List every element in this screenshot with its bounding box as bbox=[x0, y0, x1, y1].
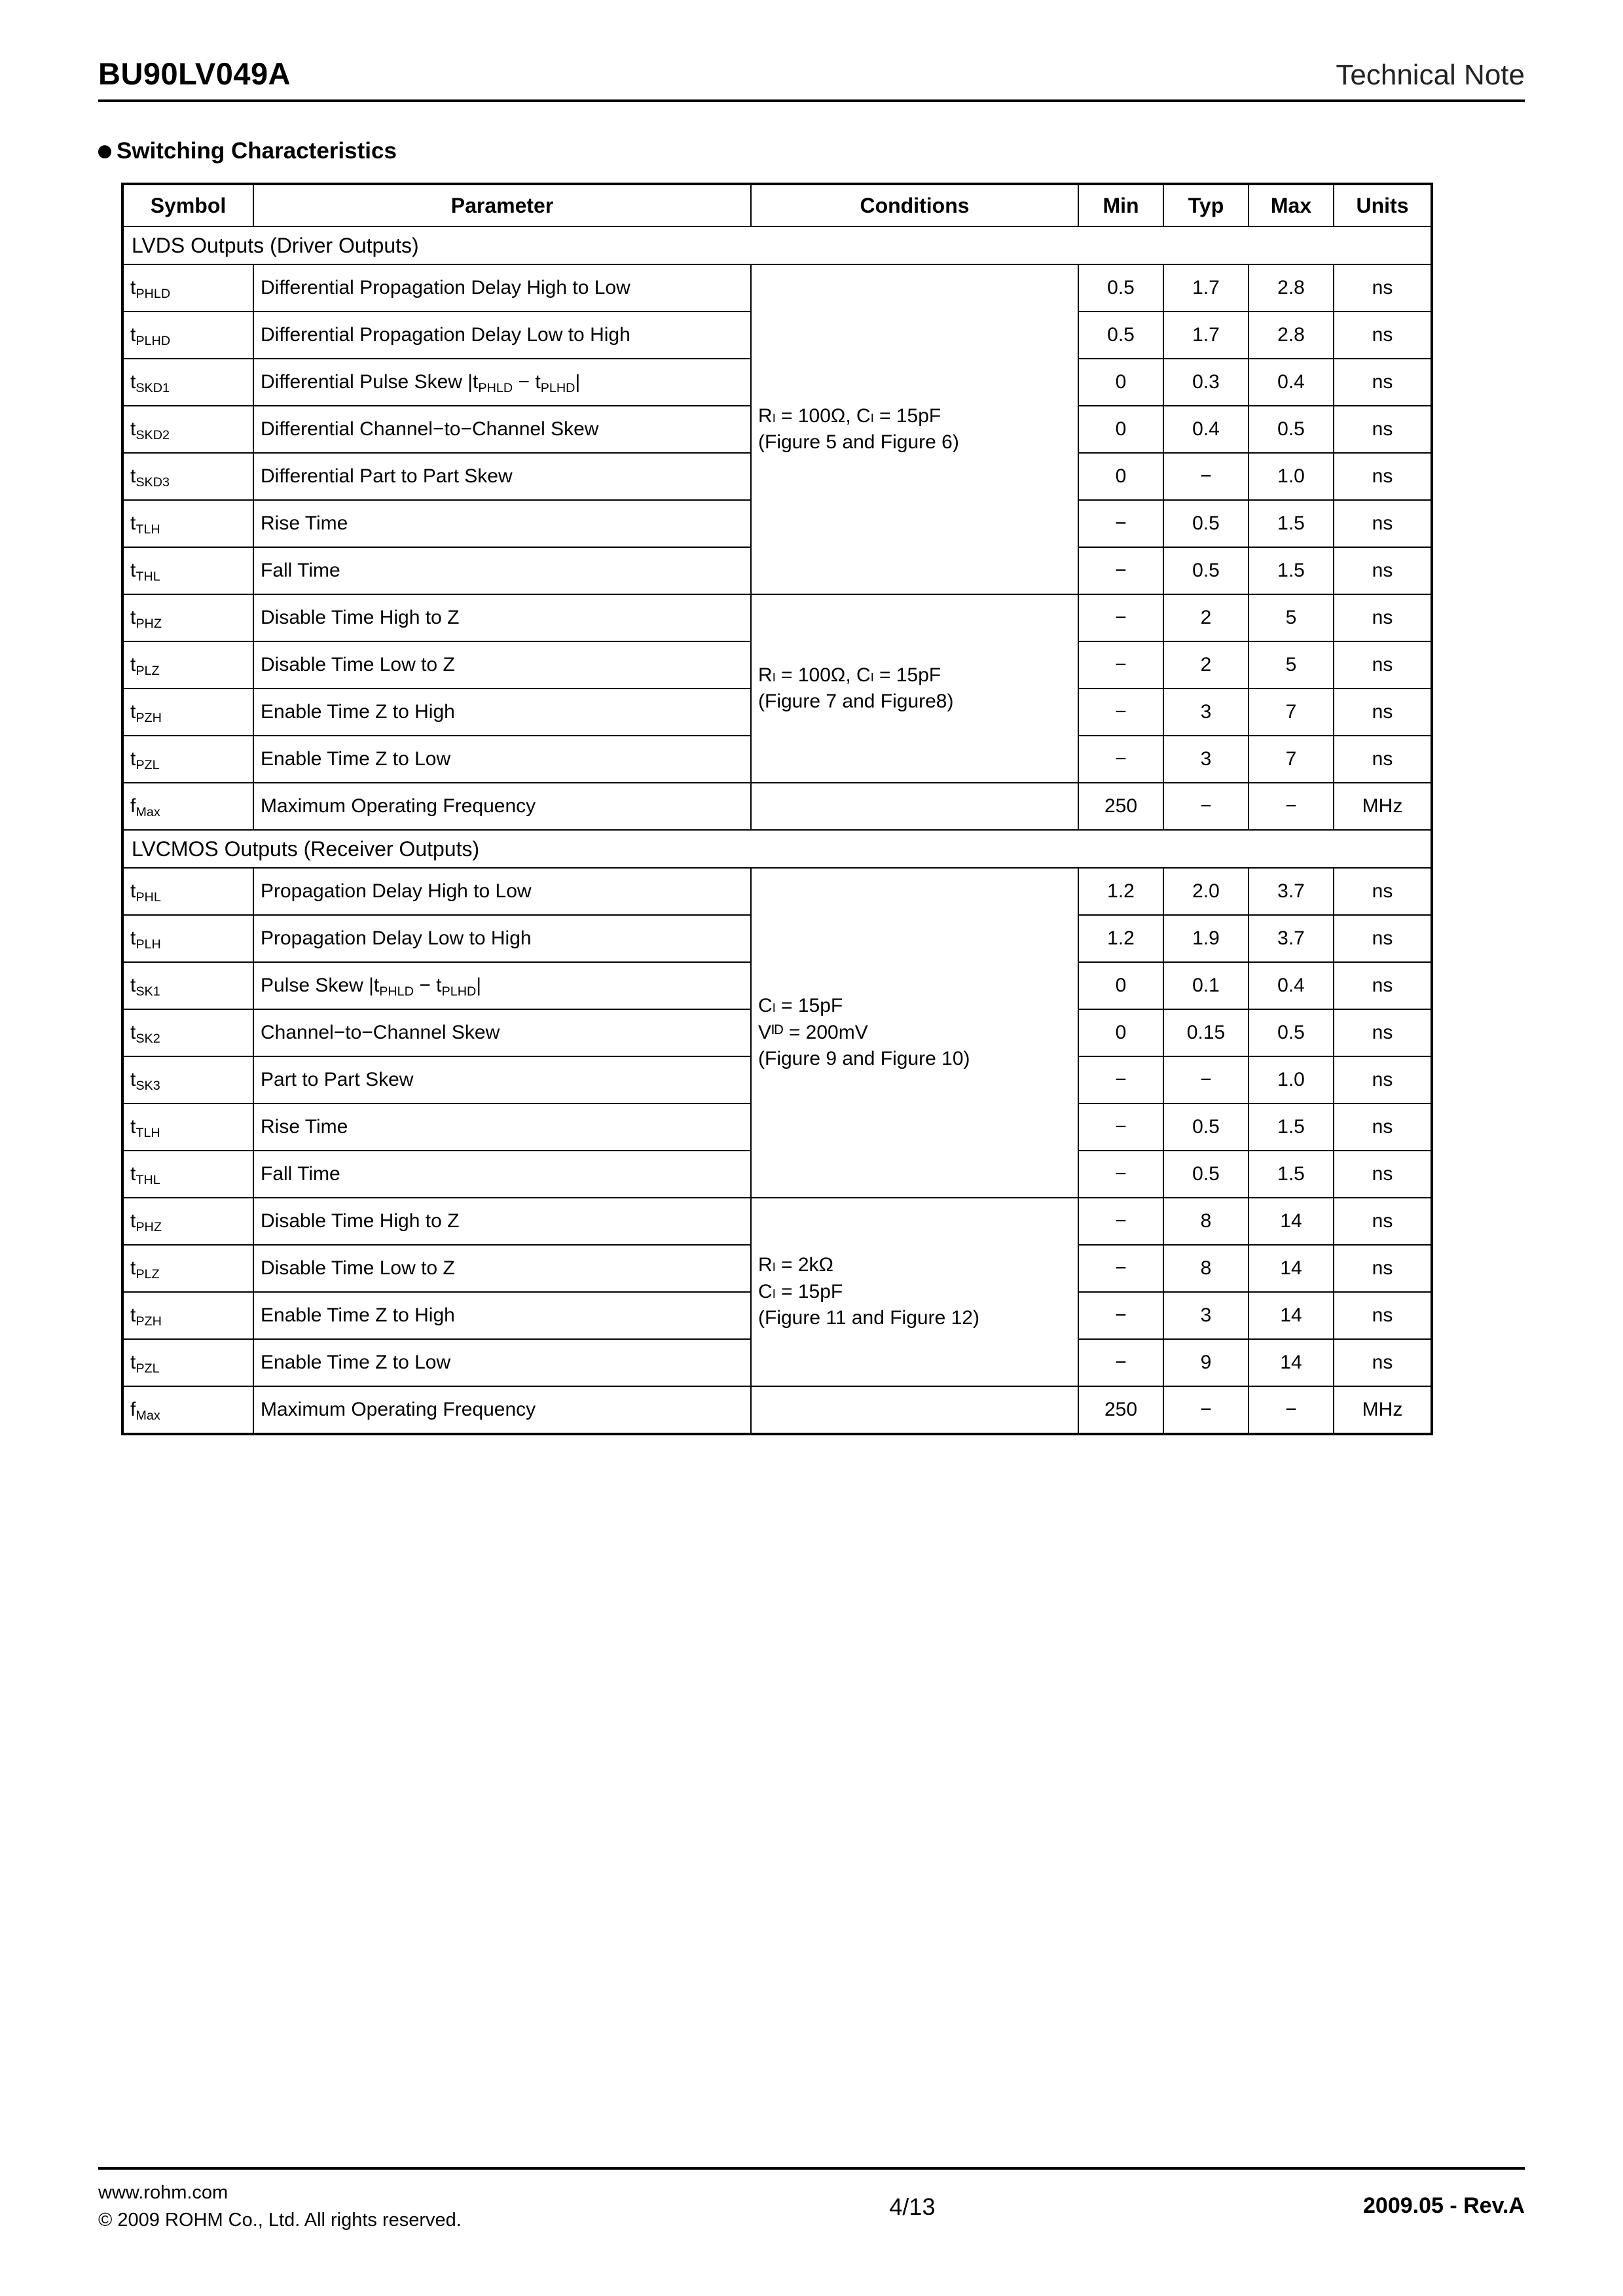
cell-parameter: Channel−to−Channel Skew bbox=[253, 1009, 751, 1056]
cell-max: 1.5 bbox=[1249, 1151, 1334, 1198]
page-footer bbox=[98, 2167, 1525, 2234]
document-type-label: Technical Note bbox=[1336, 59, 1525, 91]
cell-max: 1.5 bbox=[1249, 547, 1334, 594]
switching-characteristics-table bbox=[121, 183, 1433, 1435]
cell-max: − bbox=[1249, 783, 1334, 830]
section-heading-label: Switching Characteristics bbox=[117, 138, 397, 164]
cell-units: ns bbox=[1334, 1245, 1432, 1292]
cell-min: − bbox=[1078, 736, 1163, 783]
cell-symbol: $t_{THL}$ bbox=[122, 547, 253, 594]
cell-typ: 8 bbox=[1163, 1198, 1249, 1245]
cell-max: 5 bbox=[1249, 594, 1334, 641]
cell-parameter: Differential Propagation Delay Low to High bbox=[253, 312, 751, 359]
cell-symbol: $t_{PHLD}$ bbox=[122, 264, 253, 312]
cell-symbol: $t_{PLZ}$ bbox=[122, 641, 253, 689]
cell-min: 250 bbox=[1078, 783, 1163, 830]
cell-parameter: Enable Time Z to High bbox=[253, 689, 751, 736]
page-header bbox=[98, 0, 1525, 102]
cell-symbol: $t_{SKD2}$ bbox=[122, 406, 253, 453]
cell-min: 0 bbox=[1078, 359, 1163, 406]
table-group-row bbox=[122, 830, 1432, 868]
cell-typ: − bbox=[1163, 453, 1249, 500]
cell-max: 14 bbox=[1249, 1292, 1334, 1339]
cell-symbol: $t_{PLH}$ bbox=[122, 915, 253, 962]
cell-min: 1.2 bbox=[1078, 868, 1163, 915]
cell-max: 3.7 bbox=[1249, 868, 1334, 915]
cell-symbol: $t_{SK2}$ bbox=[122, 1009, 253, 1056]
cell-parameter: Enable Time Z to High bbox=[253, 1292, 751, 1339]
cell-symbol: $t_{THL}$ bbox=[122, 1151, 253, 1198]
cell-units: ns bbox=[1334, 594, 1432, 641]
cell-min: 0.5 bbox=[1078, 312, 1163, 359]
cell-typ: 1.9 bbox=[1163, 915, 1249, 962]
cell-units: ns bbox=[1334, 1292, 1432, 1339]
cell-typ: 0.15 bbox=[1163, 1009, 1249, 1056]
cell-parameter: Fall Time bbox=[253, 1151, 751, 1198]
cell-max: 14 bbox=[1249, 1198, 1334, 1245]
cell-max: 1.5 bbox=[1249, 500, 1334, 547]
cell-symbol: $t_{SK1}$ bbox=[122, 962, 253, 1009]
cell-units: ns bbox=[1334, 962, 1432, 1009]
cell-units: ns bbox=[1334, 547, 1432, 594]
cell-parameter: Differential Part to Part Skew bbox=[253, 453, 751, 500]
cell-symbol: $t_{SKD3}$ bbox=[122, 453, 253, 500]
cell-min: − bbox=[1078, 1103, 1163, 1151]
cell-units: ns bbox=[1334, 264, 1432, 312]
column-header-parameter: Parameter bbox=[253, 184, 751, 226]
cell-min: − bbox=[1078, 594, 1163, 641]
table-row bbox=[122, 594, 1432, 641]
cell-symbol: $t_{TLH}$ bbox=[122, 1103, 253, 1151]
table-row bbox=[122, 264, 1432, 312]
cell-units: ns bbox=[1334, 500, 1432, 547]
cell-symbol: $t_{PZL}$ bbox=[122, 736, 253, 783]
table-group-label: LVDS Outputs (Driver Outputs) bbox=[122, 226, 1432, 264]
cell-typ: 0.5 bbox=[1163, 1151, 1249, 1198]
cell-parameter: Maximum Operating Frequency bbox=[253, 783, 751, 830]
cell-parameter: Disable Time High to Z bbox=[253, 594, 751, 641]
cell-max: 7 bbox=[1249, 736, 1334, 783]
cell-typ: 2.0 bbox=[1163, 868, 1249, 915]
cell-units: ns bbox=[1334, 453, 1432, 500]
cell-units: ns bbox=[1334, 868, 1432, 915]
cell-parameter: Disable Time High to Z bbox=[253, 1198, 751, 1245]
cell-symbol: $t_{PZH}$ bbox=[122, 689, 253, 736]
cell-typ: 9 bbox=[1163, 1339, 1249, 1386]
cell-max: 14 bbox=[1249, 1339, 1334, 1386]
cell-conditions bbox=[751, 783, 1078, 830]
cell-typ: 3 bbox=[1163, 1292, 1249, 1339]
column-header-conditions: Conditions bbox=[751, 184, 1078, 226]
table-row bbox=[122, 1198, 1432, 1245]
cell-typ: 3 bbox=[1163, 736, 1249, 783]
cell-typ: 1.7 bbox=[1163, 264, 1249, 312]
table-header bbox=[122, 184, 1432, 226]
table-group-row bbox=[122, 226, 1432, 264]
cell-min: − bbox=[1078, 1339, 1163, 1386]
cell-typ: 0.4 bbox=[1163, 406, 1249, 453]
cell-symbol: $t_{PZH}$ bbox=[122, 1292, 253, 1339]
cell-units: ns bbox=[1334, 406, 1432, 453]
bullet-icon bbox=[98, 145, 111, 158]
cell-symbol: $f_{Max}$ bbox=[122, 1386, 253, 1434]
cell-parameter: Enable Time Z to Low bbox=[253, 1339, 751, 1386]
cell-typ: 0.5 bbox=[1163, 1103, 1249, 1151]
cell-typ: 2 bbox=[1163, 594, 1249, 641]
cell-conditions bbox=[751, 1386, 1078, 1434]
cell-units: ns bbox=[1334, 1103, 1432, 1151]
cell-symbol: $t_{PHZ}$ bbox=[122, 594, 253, 641]
cell-parameter: Propagation Delay Low to High bbox=[253, 915, 751, 962]
cell-parameter: Enable Time Z to Low bbox=[253, 736, 751, 783]
cell-conditions: Rₗ = 100Ω, Cₗ = 15pF (Figure 5 and Figure 6) bbox=[751, 264, 1078, 594]
cell-max: 2.8 bbox=[1249, 312, 1334, 359]
cell-symbol: $t_{SKD1}$ bbox=[122, 359, 253, 406]
cell-symbol: $t_{PLZ}$ bbox=[122, 1245, 253, 1292]
cell-typ: 3 bbox=[1163, 689, 1249, 736]
table-row bbox=[122, 783, 1432, 830]
cell-max: − bbox=[1249, 1386, 1334, 1434]
cell-min: − bbox=[1078, 1198, 1163, 1245]
cell-symbol: $t_{PZL}$ bbox=[122, 1339, 253, 1386]
cell-min: 0 bbox=[1078, 406, 1163, 453]
document-part-number: BU90LV049A bbox=[98, 56, 291, 91]
cell-units: ns bbox=[1334, 736, 1432, 783]
table-group-label: LVCMOS Outputs (Receiver Outputs) bbox=[122, 830, 1432, 868]
cell-parameter: Differential Propagation Delay High to Low bbox=[253, 264, 751, 312]
table-row bbox=[122, 1386, 1432, 1434]
cell-typ: 0.1 bbox=[1163, 962, 1249, 1009]
cell-min: − bbox=[1078, 547, 1163, 594]
cell-symbol: $t_{SK3}$ bbox=[122, 1056, 253, 1103]
cell-units: ns bbox=[1334, 312, 1432, 359]
footer-revision: 2009.05 - Rev.A bbox=[1363, 2193, 1525, 2218]
cell-min: 250 bbox=[1078, 1386, 1163, 1434]
column-header-symbol: Symbol bbox=[122, 184, 253, 226]
table-header-row bbox=[122, 184, 1432, 226]
cell-min: − bbox=[1078, 500, 1163, 547]
cell-typ: − bbox=[1163, 1056, 1249, 1103]
column-header-units: Units bbox=[1334, 184, 1432, 226]
cell-parameter: Maximum Operating Frequency bbox=[253, 1386, 751, 1434]
footer-left-block bbox=[98, 2179, 462, 2234]
cell-parameter: Pulse Skew $|t_{PHLD} - t_{PLHD}|$ bbox=[253, 962, 751, 1009]
cell-units: ns bbox=[1334, 1056, 1432, 1103]
footer-copyright: © 2009 ROHM Co., Ltd. All rights reserved. bbox=[98, 2209, 462, 2231]
cell-units: ns bbox=[1334, 689, 1432, 736]
cell-typ: 0.5 bbox=[1163, 500, 1249, 547]
footer-website[interactable]: www.rohm.com bbox=[98, 2181, 228, 2203]
cell-min: − bbox=[1078, 1292, 1163, 1339]
cell-min: − bbox=[1078, 689, 1163, 736]
table-body bbox=[122, 226, 1432, 1434]
cell-min: 0.5 bbox=[1078, 264, 1163, 312]
cell-max: 1.0 bbox=[1249, 453, 1334, 500]
cell-units: ns bbox=[1334, 1009, 1432, 1056]
cell-units: MHz bbox=[1334, 783, 1432, 830]
cell-max: 0.4 bbox=[1249, 359, 1334, 406]
cell-symbol: $t_{PLHD}$ bbox=[122, 312, 253, 359]
cell-max: 1.5 bbox=[1249, 1103, 1334, 1151]
cell-units: ns bbox=[1334, 359, 1432, 406]
cell-conditions: Cₗ = 15pF Vᴵᴰ = 200mV (Figure 9 and Figure 10) bbox=[751, 868, 1078, 1198]
cell-min: 1.2 bbox=[1078, 915, 1163, 962]
cell-conditions: Rₗ = 2kΩ Cₗ = 15pF (Figure 11 and Figure 12) bbox=[751, 1198, 1078, 1386]
cell-min: 0 bbox=[1078, 1009, 1163, 1056]
cell-min: − bbox=[1078, 641, 1163, 689]
switching-characteristics-table-wrap bbox=[98, 183, 1525, 1435]
cell-typ: − bbox=[1163, 1386, 1249, 1434]
cell-typ: 0.5 bbox=[1163, 547, 1249, 594]
cell-symbol: $t_{PHZ}$ bbox=[122, 1198, 253, 1245]
cell-min: − bbox=[1078, 1245, 1163, 1292]
cell-units: ns bbox=[1334, 915, 1432, 962]
cell-typ: 8 bbox=[1163, 1245, 1249, 1292]
section-heading bbox=[98, 138, 1525, 164]
cell-min: − bbox=[1078, 1151, 1163, 1198]
cell-min: 0 bbox=[1078, 453, 1163, 500]
cell-units: ns bbox=[1334, 641, 1432, 689]
cell-max: 3.7 bbox=[1249, 915, 1334, 962]
cell-parameter: Fall Time bbox=[253, 547, 751, 594]
cell-units: ns bbox=[1334, 1151, 1432, 1198]
cell-units: ns bbox=[1334, 1339, 1432, 1386]
column-header-max: Max bbox=[1249, 184, 1334, 226]
cell-units: MHz bbox=[1334, 1386, 1432, 1434]
cell-min: − bbox=[1078, 1056, 1163, 1103]
cell-parameter: Part to Part Skew bbox=[253, 1056, 751, 1103]
footer-page-number: 4/13 bbox=[889, 2193, 936, 2220]
cell-parameter: Differential Channel−to−Channel Skew bbox=[253, 406, 751, 453]
cell-symbol: $t_{PHL}$ bbox=[122, 868, 253, 915]
cell-units: ns bbox=[1334, 1198, 1432, 1245]
cell-parameter: Propagation Delay High to Low bbox=[253, 868, 751, 915]
column-header-typ: Typ bbox=[1163, 184, 1249, 226]
cell-parameter: Differential Pulse Skew $|t_{PHLD} - t_{PLHD}|$ bbox=[253, 359, 751, 406]
cell-symbol: $t_{TLH}$ bbox=[122, 500, 253, 547]
cell-typ: − bbox=[1163, 783, 1249, 830]
column-header-min: Min bbox=[1078, 184, 1163, 226]
cell-parameter: Disable Time Low to Z bbox=[253, 641, 751, 689]
cell-max: 0.4 bbox=[1249, 962, 1334, 1009]
cell-min: 0 bbox=[1078, 962, 1163, 1009]
cell-typ: 0.3 bbox=[1163, 359, 1249, 406]
cell-parameter: Disable Time Low to Z bbox=[253, 1245, 751, 1292]
cell-parameter: Rise Time bbox=[253, 1103, 751, 1151]
cell-parameter: Rise Time bbox=[253, 500, 751, 547]
cell-max: 0.5 bbox=[1249, 1009, 1334, 1056]
cell-symbol: $f_{Max}$ bbox=[122, 783, 253, 830]
cell-max: 14 bbox=[1249, 1245, 1334, 1292]
cell-conditions: Rₗ = 100Ω, Cₗ = 15pF (Figure 7 and Figure8) bbox=[751, 594, 1078, 783]
cell-max: 7 bbox=[1249, 689, 1334, 736]
cell-typ: 2 bbox=[1163, 641, 1249, 689]
cell-max: 1.0 bbox=[1249, 1056, 1334, 1103]
cell-max: 5 bbox=[1249, 641, 1334, 689]
table-row bbox=[122, 868, 1432, 915]
cell-max: 0.5 bbox=[1249, 406, 1334, 453]
cell-max: 2.8 bbox=[1249, 264, 1334, 312]
cell-typ: 1.7 bbox=[1163, 312, 1249, 359]
